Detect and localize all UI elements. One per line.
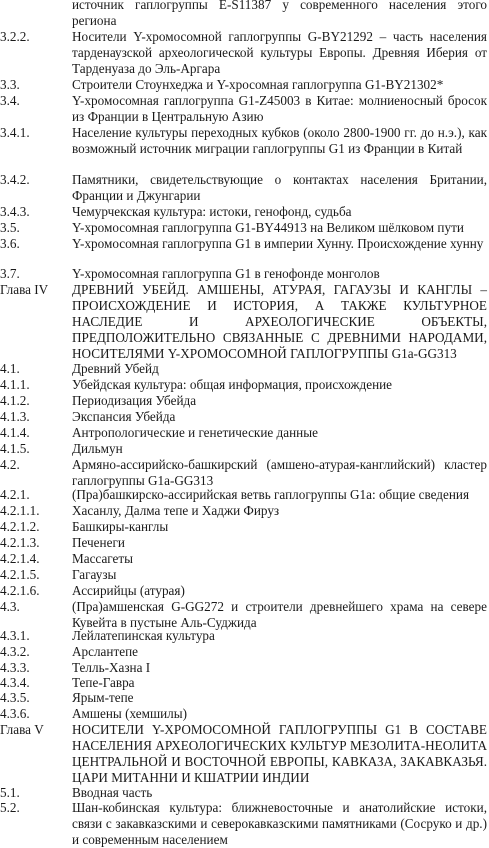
toc-entry-title: Шан-кобинская культура: ближневосточные и анатолийские истоки, связи с закавказскими и северокавказскими памятниками (Сосруко и др.) и современным населением bbox=[72, 800, 487, 847]
toc-entry-number: 3.4.2. bbox=[0, 172, 30, 187]
toc-entry-title: Печенеги bbox=[72, 535, 125, 550]
toc-entry-title: Экспансия Убейда bbox=[72, 409, 176, 424]
toc-entry-number: 4.2.1.3. bbox=[0, 535, 40, 550]
toc-entry-title: Дильмун bbox=[72, 441, 123, 456]
toc-chapter-title: ДРЕВНИЙ УБЕЙД. АМШЕНЫ, АТУРАЯ, ГАГАУЗЫ И КАНГЛЫ – ПРОИСХОЖДЕНИЕ И ИСТОРИЯ, А ТАКЖЕ КУЛЬТУРНОЕ НАСЛЕДИЕ И АРХЕОЛОГИЧЕСКИЕ ОБЪЕКТЫ, ПРЕДПОЛОЖИТЕЛЬНО СВЯЗАННЫЕ С ДРЕВНИМИ НАРОДАМИ, НОСИТЕЛЯМИ Y-ХРОМОСОМНОЙ ГАПЛОГРУППЫ G1a-GG313 bbox=[72, 282, 487, 361]
toc-entry-number: 4.2.1.1. bbox=[0, 503, 40, 518]
toc-entry-title: (Пра)башкирско-ассирийская ветвь гаплогруппы G1a: общие сведения bbox=[72, 487, 470, 502]
toc-entry-number: 3.2.2. bbox=[0, 29, 30, 44]
toc-entry-number: 4.2. bbox=[0, 457, 20, 472]
toc-entry-number: 4.2.1. bbox=[0, 487, 30, 502]
toc-entry-number: 3.6. bbox=[0, 236, 20, 251]
toc-chapter-number: Глава IV bbox=[0, 282, 49, 297]
toc-entry-number: 4.3.2. bbox=[0, 644, 30, 659]
toc-entry-number: 3.5. bbox=[0, 220, 20, 235]
toc-entry-title: Носители Y-хромосомной гаплогруппы G-BY21292 – часть населения тарденаузской археологической культуры Европы. Древняя Иберия от Тарденуаза до Эль-Аргара bbox=[72, 29, 487, 76]
toc-entry-title: Телль-Хазна I bbox=[72, 660, 151, 675]
toc-entry-number: 4.2.1.2. bbox=[0, 519, 40, 534]
toc-entry-title: Башкиры-канглы bbox=[72, 519, 169, 534]
toc-chapter-number: Глава V bbox=[0, 722, 44, 737]
toc-entry-title: Ярым-тепе bbox=[72, 690, 134, 705]
toc-entry-title: Хасанлу, Далма тепе и Хаджи Фируз bbox=[72, 503, 280, 518]
toc-entry-number: 3.3. bbox=[0, 77, 20, 92]
toc-entry-number: 4.1.4. bbox=[0, 425, 30, 440]
toc-entry-title: Чемурчекская культура: истоки, генофонд, судьба bbox=[72, 204, 352, 219]
toc-entry-title: Армяно-ассирийско-башкирский (амшено-атурая-канглийский) кластер гаплогруппы G1a-GG313 bbox=[72, 457, 487, 488]
toc-entry-title: Население культуры переходных кубков (около 2800-1900 гг. до н.э.), как возможный источник миграции гаплогруппы G1 из Франции в Китай bbox=[72, 125, 487, 156]
toc-entry-title: Y-хромосомная гаплогруппа G1 в империи Хунну. Происхождение хунну bbox=[72, 236, 484, 251]
toc-entry-number: 4.1. bbox=[0, 361, 20, 376]
toc-entry-title: (Пра)амшенская G-GG272 и строители древнейшего храма на севере Кувейта в пустыне Аль-Суджида bbox=[72, 599, 487, 630]
toc-entry-number: 4.1.3. bbox=[0, 409, 30, 424]
toc-entry-number: 3.7. bbox=[0, 266, 20, 281]
toc-entry-number: 4.3.1. bbox=[0, 628, 30, 643]
toc-entry-number: 4.3.6. bbox=[0, 706, 30, 721]
toc-entry-title: Тепе-Гавра bbox=[72, 675, 135, 690]
toc-entry-number: 4.3. bbox=[0, 599, 20, 614]
toc-entry-title: Строители Стоунхеджа и Y-хросомная гаплогруппа G1-BY21302* bbox=[72, 77, 444, 92]
toc-entry-number: 4.1.2. bbox=[0, 393, 30, 408]
toc-entry-number: 4.1.5. bbox=[0, 441, 30, 456]
toc-entry-title: Y-хромосомная гаплогруппа G1-BY44913 на Великом шёлковом пути bbox=[72, 220, 464, 235]
toc-entry-title: Массагеты bbox=[72, 551, 134, 566]
toc-entry-number: 3.4.3. bbox=[0, 204, 30, 219]
toc-entry-number: 4.2.1.6. bbox=[0, 583, 40, 598]
toc-entry-title: Убейдская культура: общая информация, происхождение bbox=[72, 377, 393, 392]
toc-entry-number: 3.4.1. bbox=[0, 125, 30, 140]
toc-entry-number: 5.2. bbox=[0, 800, 20, 815]
toc-entry-title: Амшены (хемшилы) bbox=[72, 706, 187, 721]
toc-entry-number: 4.3.4. bbox=[0, 675, 30, 690]
toc-entry-number: 4.3.5. bbox=[0, 690, 30, 705]
toc-entry-title: Лейлатепинская культура bbox=[72, 628, 215, 643]
toc-entry-title: Ассирийцы (атурая) bbox=[72, 583, 185, 598]
toc-entry-title: Гагаузы bbox=[72, 567, 117, 582]
toc-entry-number: 4.3.3. bbox=[0, 660, 30, 675]
toc-entry-number: 5.1. bbox=[0, 785, 20, 800]
toc-chapter-title: НОСИТЕЛИ Y-ХРОМОСОМНОЙ ГАПЛОГРУППЫ G1 В СОСТАВЕ НАСЕЛЕНИЯ АРХЕОЛОГИЧЕСКИХ КУЛЬТУР МЕЗОЛИТА-НЕОЛИТА ЦЕНТРАЛЬНОЙ И ВОСТОЧНОЙ ЕВРОПЫ, КАВКАЗА, ЗАКАВКАЗЬЯ. ЦАРИ МИТАННИ И КШАТРИИ ИНДИИ bbox=[72, 722, 487, 785]
toc-entry-title: Y-хромосомная гаплогруппа G1 в генофонде монголов bbox=[72, 266, 380, 281]
toc-entry-title: источник гаплогруппы E-S11387 у современного населения этого региона bbox=[72, 0, 487, 28]
toc-entry-title: Памятники, свидетельствующие о контактах населения Британии, Франции и Джунгарии bbox=[72, 172, 487, 203]
toc-entry-title: Периодизация Убейда bbox=[72, 393, 197, 408]
toc-entry-title: Вводная часть bbox=[72, 785, 153, 800]
toc-entry-title: Y-хромосомная гаплогруппа G1-Z45003 в Китае: молниеносный бросок из Франции в Центральную Азию bbox=[72, 93, 487, 124]
toc-entry-number: 3.4. bbox=[0, 93, 20, 108]
toc-entry-title: Арслантепе bbox=[72, 644, 138, 659]
toc-entry-title: Древний Убейд bbox=[72, 361, 159, 376]
toc-entry-number: 4.1.1. bbox=[0, 377, 30, 392]
toc-entry-number: 4.2.1.4. bbox=[0, 551, 40, 566]
toc-entry-title: Антропологические и генетические данные bbox=[72, 425, 318, 440]
toc-entry-number: 4.2.1.5. bbox=[0, 567, 40, 582]
